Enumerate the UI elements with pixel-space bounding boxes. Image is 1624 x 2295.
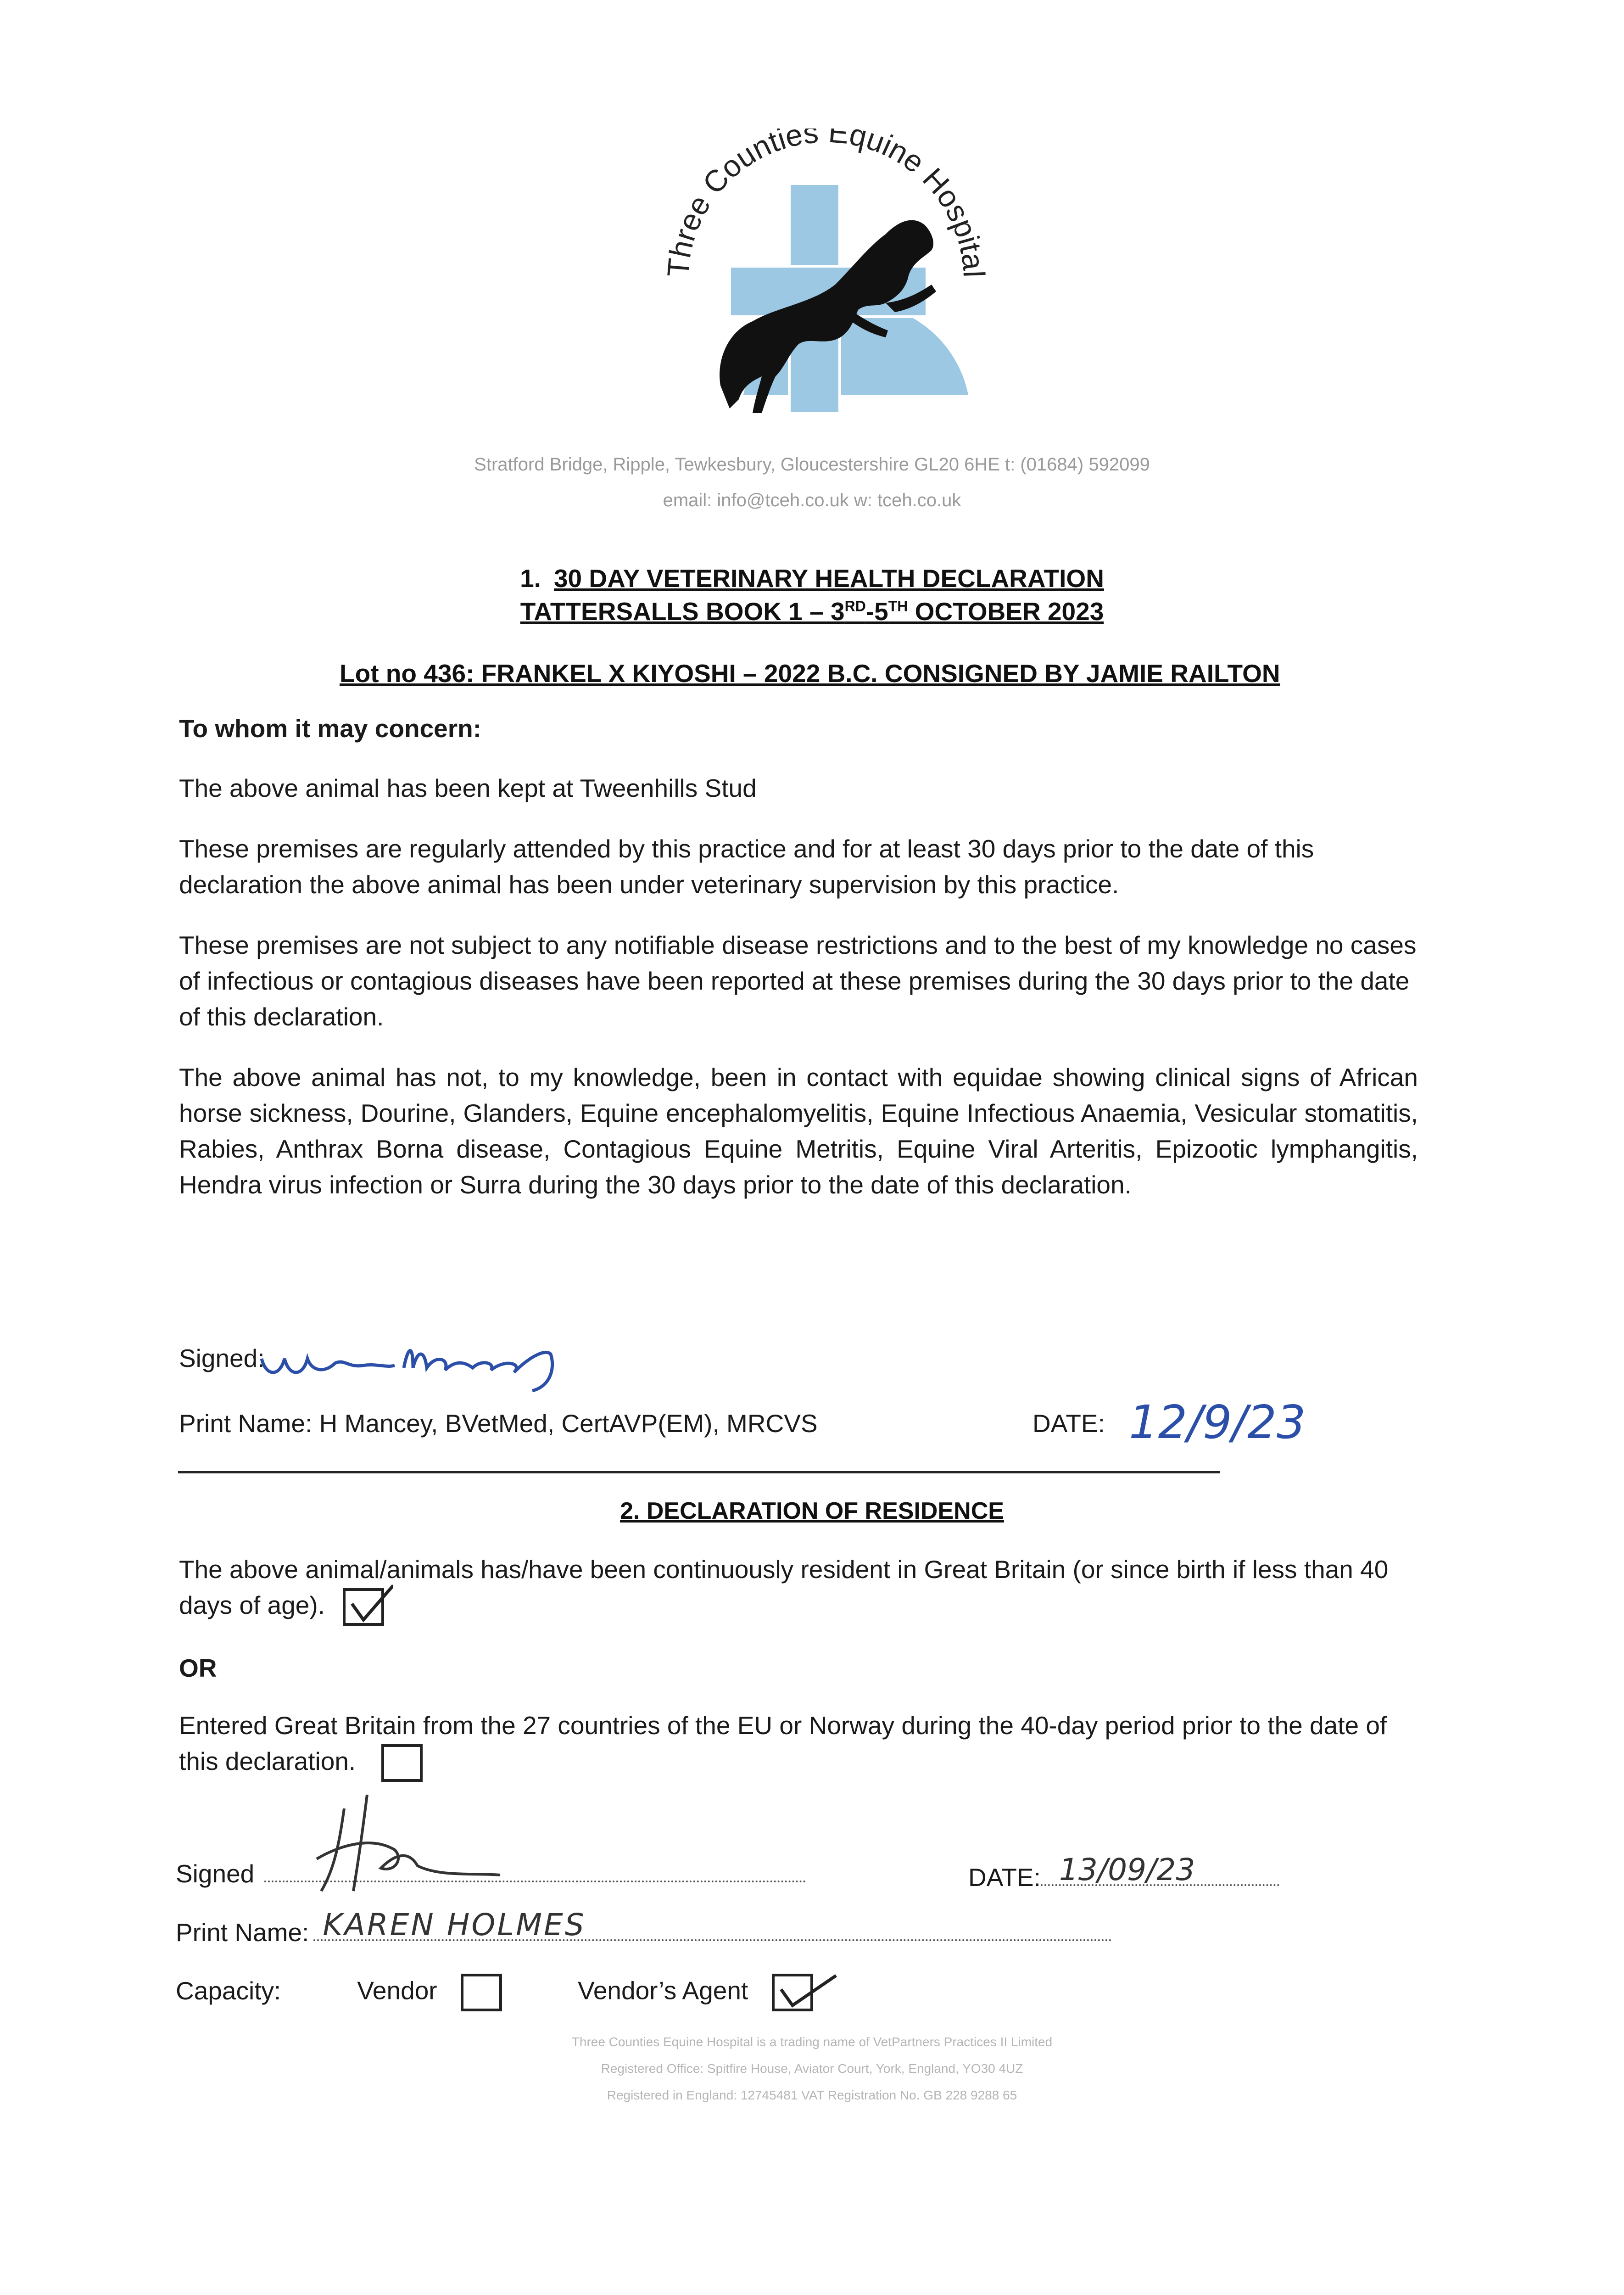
salutation: To whom it may concern: — [179, 714, 482, 743]
print-line-agent — [313, 1907, 1112, 1942]
entered-checkbox[interactable] — [381, 1744, 423, 1782]
print-row-agent — [176, 1907, 1112, 1947]
section1-title-text: 30 DAY VETERINARY HEALTH DECLARATION — [553, 564, 1104, 593]
para-resident-text: The above animal/animals has/have been continuously resident in Great Britain (or since birth if less than 40 days of age). — [179, 1555, 1389, 1619]
para-entered — [179, 1707, 1390, 1782]
signature-vet — [257, 1327, 578, 1398]
para-entered-text: Entered Great Britain from the 27 countries of the EU or Norway during the 40-day period prior to the date of this declaration. — [179, 1711, 1387, 1775]
para-kept-at: The above animal has been kept at Tweenhills Stud — [179, 774, 757, 802]
signed-label-agent: Signed — [176, 1859, 255, 1888]
agent-label: Vendor’s Agent — [578, 1976, 748, 2005]
logo-text: Three Counties Equine Hospital — [660, 129, 992, 279]
date-line-agent — [1041, 1852, 1279, 1887]
hospital-logo — [638, 129, 1014, 422]
para-no-contact: The above animal has not, to my knowledge, been in contact with equidae showing clinical signs of African horse sickness, Dourine, Glanders, Equine encephalomyelitis, Equine Infectious Anaemia, Vesicular stomatitis, Rabies, Anthrax Borna disease, Contagious Equine Metritis, Equine Viral Arteritis, Epizootic lymphangitis, Hendra virus infection or Surra during the 30 days prior to the date of this declaration. — [179, 1063, 1418, 1199]
date-value-vet: 12/9/23 — [1129, 1395, 1306, 1449]
print-name-vet: Print Name: H Mancey, BVetMed, CertAVP(EM), MRCVS — [179, 1409, 818, 1438]
vendor-checkbox[interactable] — [461, 1974, 502, 2011]
subtitle-part: TATTERSALLS BOOK 1 – 3 — [520, 597, 845, 626]
print-value-agent: KAREN HOLMES — [323, 1907, 586, 1942]
subtitle-part: -5 — [865, 597, 888, 626]
agent-checkbox[interactable] — [772, 1974, 813, 2011]
para-no-restrictions: These premises are not subject to any notifiable disease restrictions and to the best of my knowledge no cases of infectious or contagious diseases have been reported at these premises during the 30 days prior to the date of this declaration. — [179, 931, 1417, 1031]
or-label: OR — [179, 1654, 217, 1682]
resident-checkbox[interactable] — [343, 1588, 384, 1626]
date-row-agent — [968, 1852, 1279, 1892]
footer-line: Three Counties Equine Hospital is a trading name of VetPartners Practices II Limited — [571, 2035, 1053, 2049]
subtitle-part: OCTOBER 2023 — [908, 597, 1104, 626]
capacity-row — [176, 1974, 813, 2011]
date-label-vet: DATE: — [1032, 1409, 1105, 1438]
date-value-agent: 13/09/23 — [1059, 1852, 1195, 1887]
signed-label: Signed: — [179, 1344, 265, 1372]
footer — [0, 2029, 1624, 2109]
print-label-agent: Print Name: — [176, 1918, 309, 1947]
date-label-agent: DATE: — [968, 1863, 1041, 1892]
signature-agent — [303, 1790, 532, 1898]
email-line: email: info@tceh.co.uk w: tceh.co.uk — [663, 490, 961, 510]
para-resident — [179, 1551, 1390, 1626]
footer-line: Registered in England: 12745481 VAT Registration No. GB 228 9288 65 — [607, 2088, 1017, 2102]
subtitle-sup: TH — [888, 598, 908, 615]
section2-title: 2. DECLARATION OF RESIDENCE — [620, 1498, 1004, 1524]
footer-line: Registered Office: Spitfire House, Aviator Court, York, England, YO30 4UZ — [601, 2061, 1023, 2076]
para-attended: These premises are regularly attended by this practice and for at least 30 days prior to the date of this declaration the above animal has been under veterinary supervision by this practice. — [179, 834, 1314, 899]
section1-subtitle — [0, 597, 1624, 626]
capacity-label: Capacity: — [176, 1976, 281, 2005]
section1-title — [0, 564, 1624, 593]
vendor-label: Vendor — [357, 1976, 437, 2005]
section1-number: 1. — [520, 564, 541, 593]
section-divider — [178, 1471, 1220, 1473]
address-line: Stratford Bridge, Ripple, Tewkesbury, Gloucestershire GL20 6HE t: (01684) 592099 — [474, 454, 1150, 475]
subtitle-sup: RD — [844, 598, 866, 615]
lot-line: Lot no 436: FRANKEL X KIYOSHI – 2022 B.C. CONSIGNED BY JAMIE RAILTON — [340, 659, 1280, 688]
